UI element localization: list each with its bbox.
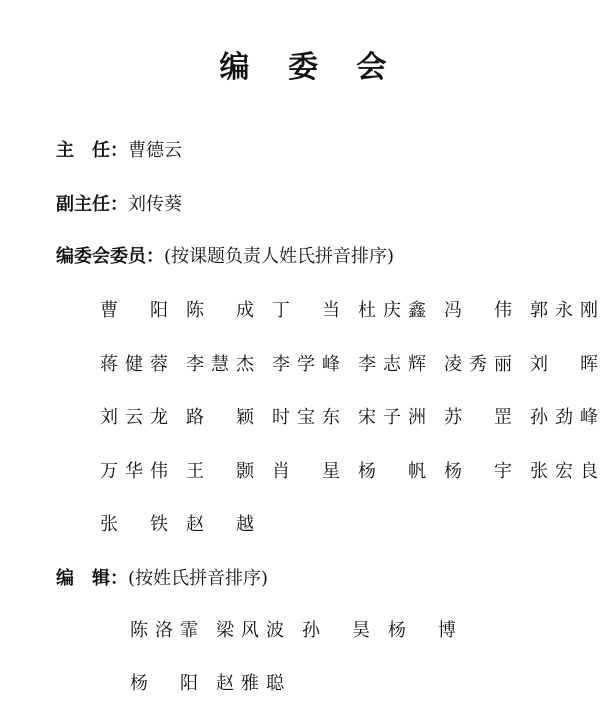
members-label: 编委会委员： bbox=[56, 246, 164, 267]
members-heading bbox=[56, 244, 394, 270]
director-name: 曹德云 bbox=[128, 140, 182, 161]
name-row bbox=[100, 512, 592, 538]
person-name: 路 颖 bbox=[186, 407, 254, 428]
person-name: 蒋 健 蓉 bbox=[100, 353, 168, 375]
person-name: 宋 子 洲 bbox=[358, 407, 426, 428]
person-name: 杨 博 bbox=[388, 620, 456, 641]
person-name: 孙 劲 峰 bbox=[530, 407, 598, 428]
person-name: 刘 云 龙 bbox=[100, 407, 168, 428]
page-title: 编 委 会 bbox=[219, 50, 401, 85]
person-name: 凌 秀 丽 bbox=[444, 353, 512, 375]
person-name: 赵 雅 聪 bbox=[216, 673, 284, 694]
person-name: 杨 宇 bbox=[444, 460, 512, 482]
editors-label: 编 辑： bbox=[56, 568, 128, 589]
person-name: 张 铁 bbox=[100, 514, 168, 535]
person-name: 杨 帆 bbox=[358, 460, 426, 482]
person-name: 郭 永 刚 bbox=[530, 300, 598, 321]
name-row bbox=[130, 618, 606, 644]
editors-note: (按姓氏拼音排序) bbox=[128, 568, 269, 589]
person-name: 赵 越 bbox=[186, 514, 254, 535]
person-name: 杨 阳 bbox=[130, 673, 198, 694]
person-name: 肖 星 bbox=[272, 460, 340, 482]
director-label: 主 任： bbox=[56, 140, 128, 161]
name-row bbox=[100, 298, 598, 324]
director-line bbox=[56, 138, 182, 164]
person-name: 王 颢 bbox=[186, 460, 254, 482]
members-note: (按课题负责人姓氏拼音排序) bbox=[164, 246, 395, 267]
person-name: 张 宏 良 bbox=[530, 460, 598, 482]
person-name: 李 志 辉 bbox=[358, 353, 426, 375]
person-name: 万 华 伟 bbox=[100, 460, 168, 482]
name-row bbox=[100, 405, 598, 431]
person-name: 孙 昊 bbox=[302, 620, 370, 641]
person-name: 时 宝 东 bbox=[272, 407, 340, 428]
editors-heading bbox=[56, 566, 268, 592]
person-name: 陈 成 bbox=[186, 300, 254, 321]
deputy-name: 刘传葵 bbox=[128, 194, 182, 215]
deputy-label: 副主任： bbox=[56, 194, 128, 215]
person-name: 曹 阳 bbox=[100, 300, 168, 321]
person-name: 李 学 峰 bbox=[272, 353, 340, 375]
person-name: 刘 晖 bbox=[530, 353, 598, 375]
name-row bbox=[100, 352, 598, 378]
deputy-line bbox=[56, 192, 182, 218]
person-name: 陈 洛 霏 bbox=[130, 620, 198, 641]
person-name: 苏 罡 bbox=[444, 407, 512, 428]
person-name: 杜 庆 鑫 bbox=[358, 300, 426, 321]
name-row bbox=[130, 671, 606, 697]
person-name: 李 慧 杰 bbox=[186, 353, 254, 375]
person-name: 梁 风 波 bbox=[216, 620, 284, 641]
person-name: 丁 当 bbox=[272, 300, 340, 321]
name-row bbox=[100, 459, 598, 485]
person-name: 冯 伟 bbox=[444, 300, 512, 321]
